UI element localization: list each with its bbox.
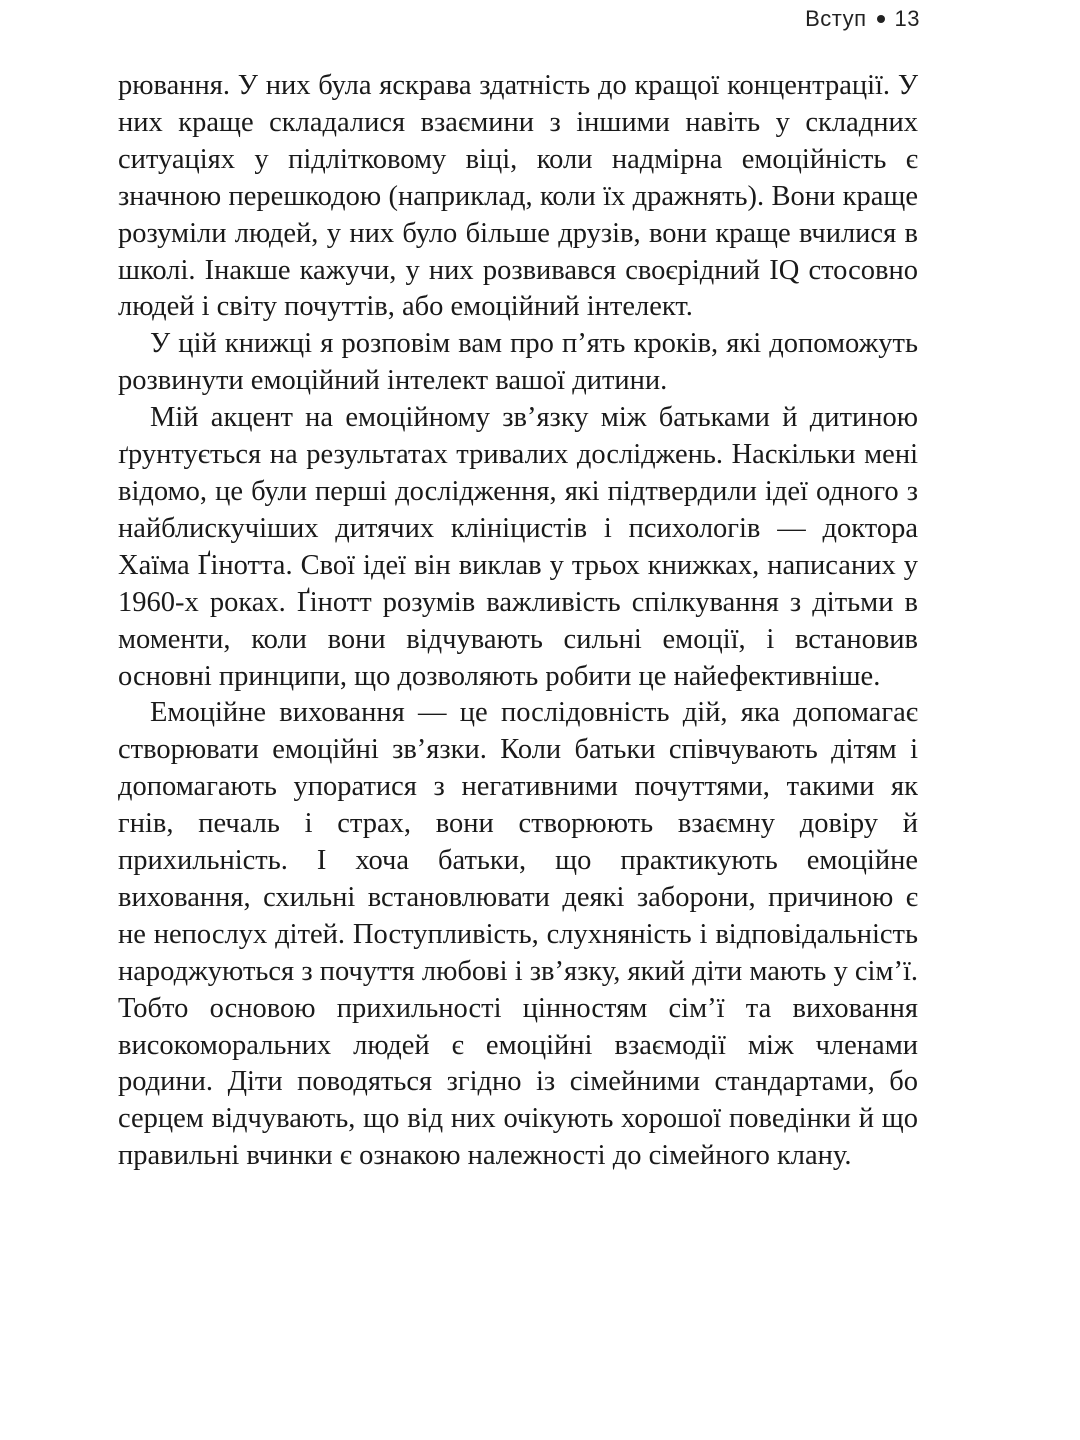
- running-header: [805, 6, 920, 32]
- paragraph: Емоційне виховання — це послідовність дій, яка допомагає створювати емоційні зв’язки. Коли батьки співчувають дітям і допомагають упоратися з негативними почуттями, такими як гнів, печаль і страх, вони створюють взаємну довіру й прихильність. І хоча батьки, що практикують емоційне виховання, схильні встановлювати деякі заборони, причиною є не непослух дітей. Поступливість, слухняність і відповідальність народжуються з почуття любові і зв’язку, який діти мають у сім’ї. Тобто основою прихильності цінностям сім’ї та виховання високоморальних людей є емоційні взаємодії між членами родини. Діти поводяться згідно із сімейними стандартами, бо серцем відчувають, що від них очікують хорошої поведінки й що правильні вчинки є ознакою належності до сімейного клану.: [118, 697, 918, 1172]
- body-text: [118, 68, 918, 1175]
- paragraph-continuation: рювання. У них була яскрава здатність до кращої концентрації. У них краще складалися взаємини з іншими навіть у складних ситуаціях у підлітковому віці, коли надмірна емоційність є значною перешкодою (наприклад, коли їх дражнять). Вони краще розуміли людей, у них було більше друзів, вони краще вчилися в школі. Інакше кажучи, у них розвивався своєрідний IQ стосовно людей і світу почуттів, або емоційний інтелект.: [118, 70, 918, 323]
- paragraph: Мій акцент на емоційному зв’язку між батьками й дитиною ґрунтується на результатах тривалих досліджень. Наскільки мені відомо, це були перші дослідження, які підтвердили ідеї одного з найблискучіших дитячих клініцистів і психологів — доктора Хаїма Ґінотта. Свої ідеї він виклав у трьох книжках, написаних у 1960-х роках. Ґінотт розумів важливість спілкування з дітьми в моменти, коли вони відчувають сильні емоції, і встановив основні принципи, що дозволяють робити це найефективніше.: [118, 402, 918, 692]
- page-number: 13: [894, 6, 920, 31]
- paragraph: У цій книжці я розповім вам про п’ять кроків, які допоможуть розвинути емоційний інтелект вашої дитини.: [118, 328, 918, 397]
- section-title: Вступ: [805, 6, 867, 31]
- bullet-separator-icon: [877, 15, 885, 23]
